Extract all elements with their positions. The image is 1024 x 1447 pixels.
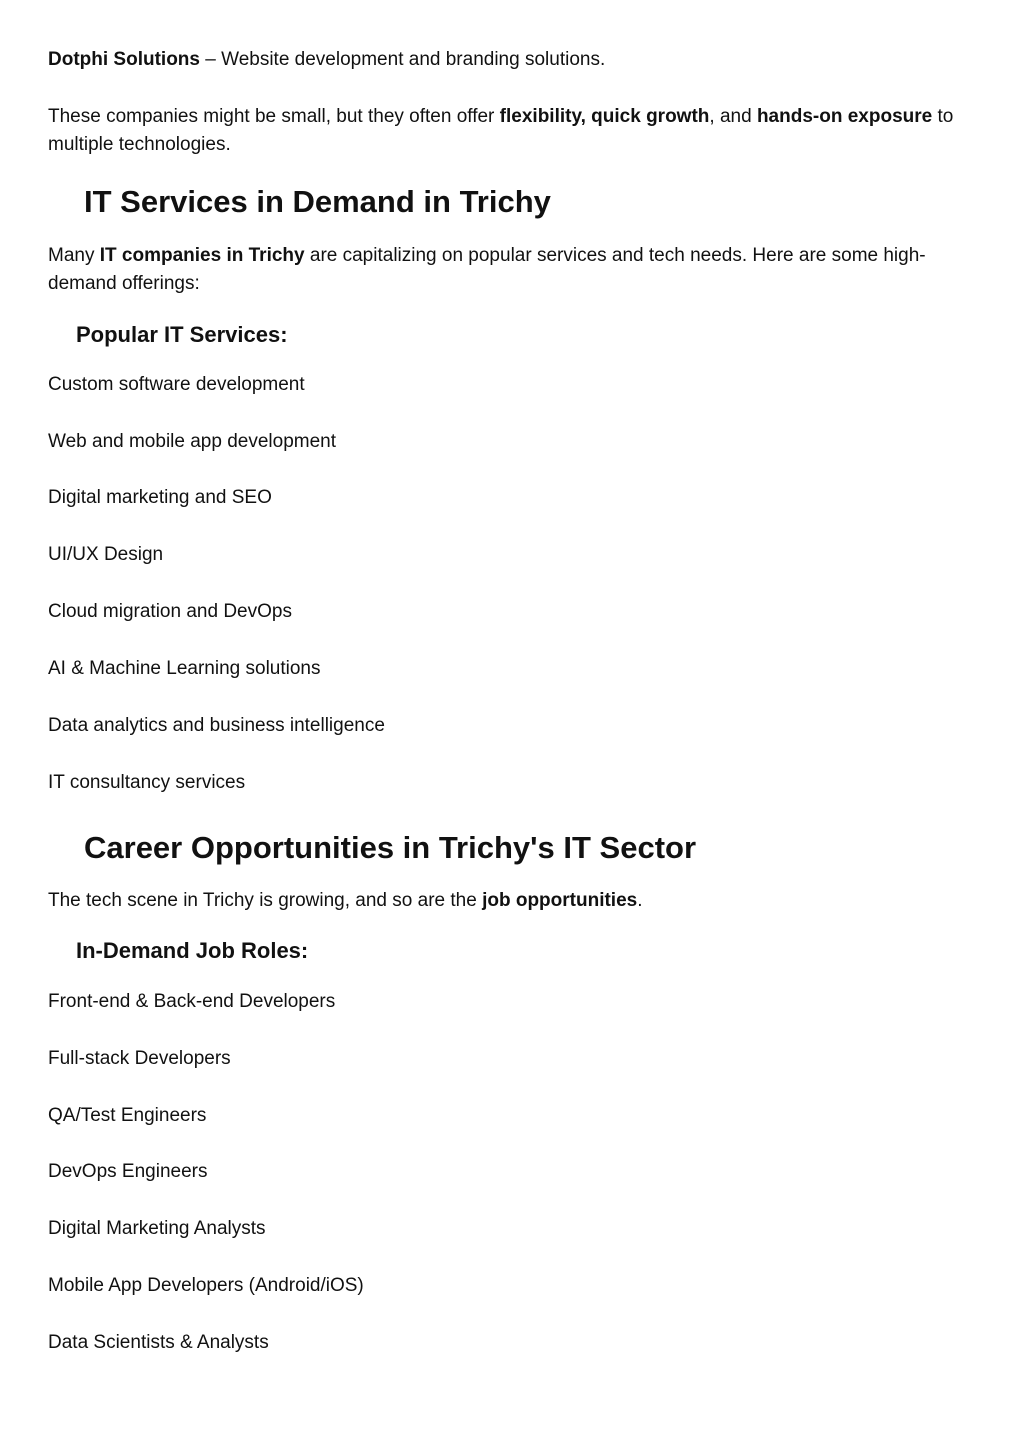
list-item: Custom software development	[48, 374, 305, 395]
list-item: Web and mobile app development	[48, 431, 337, 452]
bold-text: flexibility, quick growth	[499, 106, 710, 127]
list-item: Full-stack Developers	[48, 1048, 231, 1069]
text: These companies might be small, but they often offer	[48, 106, 500, 127]
list-item: DevOps Engineers	[48, 1161, 208, 1182]
list-item: AI & Machine Learning solutions	[48, 658, 321, 679]
list-item: Mobile App Developers (Android/iOS)	[48, 1275, 364, 1296]
bold-text: hands-on exposure	[756, 106, 933, 127]
text: The tech scene in Trichy is growing, and so are the	[48, 890, 483, 911]
list-item: UI/UX Design	[48, 544, 164, 565]
bold-text: IT companies in Trichy	[99, 245, 305, 266]
services-subheading: Popular IT Services:	[76, 322, 288, 347]
text: , and	[709, 106, 757, 127]
dotphi-paragraph	[48, 46, 978, 74]
services-intro-paragraph	[48, 242, 978, 298]
company-description: – Website development and branding solutions.	[199, 49, 606, 70]
small-companies-paragraph	[48, 103, 978, 159]
list-item: Data Scientists & Analysts	[48, 1332, 269, 1353]
list-item: Data analytics and business intelligence	[48, 715, 385, 736]
company-name: Dotphi Solutions	[48, 49, 200, 70]
list-item: Cloud migration and DevOps	[48, 601, 292, 622]
text: are capitalizing on popular services and tech needs. Here are some high-demand offerings:	[48, 245, 926, 294]
text: Many	[48, 245, 100, 266]
list-item: Front-end & Back-end Developers	[48, 991, 336, 1012]
list-item: QA/Test Engineers	[48, 1105, 207, 1126]
list-item: Digital marketing and SEO	[48, 487, 272, 508]
career-intro-paragraph	[48, 887, 978, 915]
job-roles-subheading: In-Demand Job Roles:	[76, 938, 309, 963]
career-heading: Career Opportunities in Trichy's IT Sector	[84, 830, 697, 865]
list-item: IT consultancy services	[48, 772, 246, 793]
services-heading: IT Services in Demand in Trichy	[84, 184, 551, 219]
text: to multiple technologies.	[48, 106, 954, 155]
text: .	[637, 890, 643, 911]
list-item: Digital Marketing Analysts	[48, 1218, 266, 1239]
bold-text: job opportunities	[482, 890, 638, 911]
